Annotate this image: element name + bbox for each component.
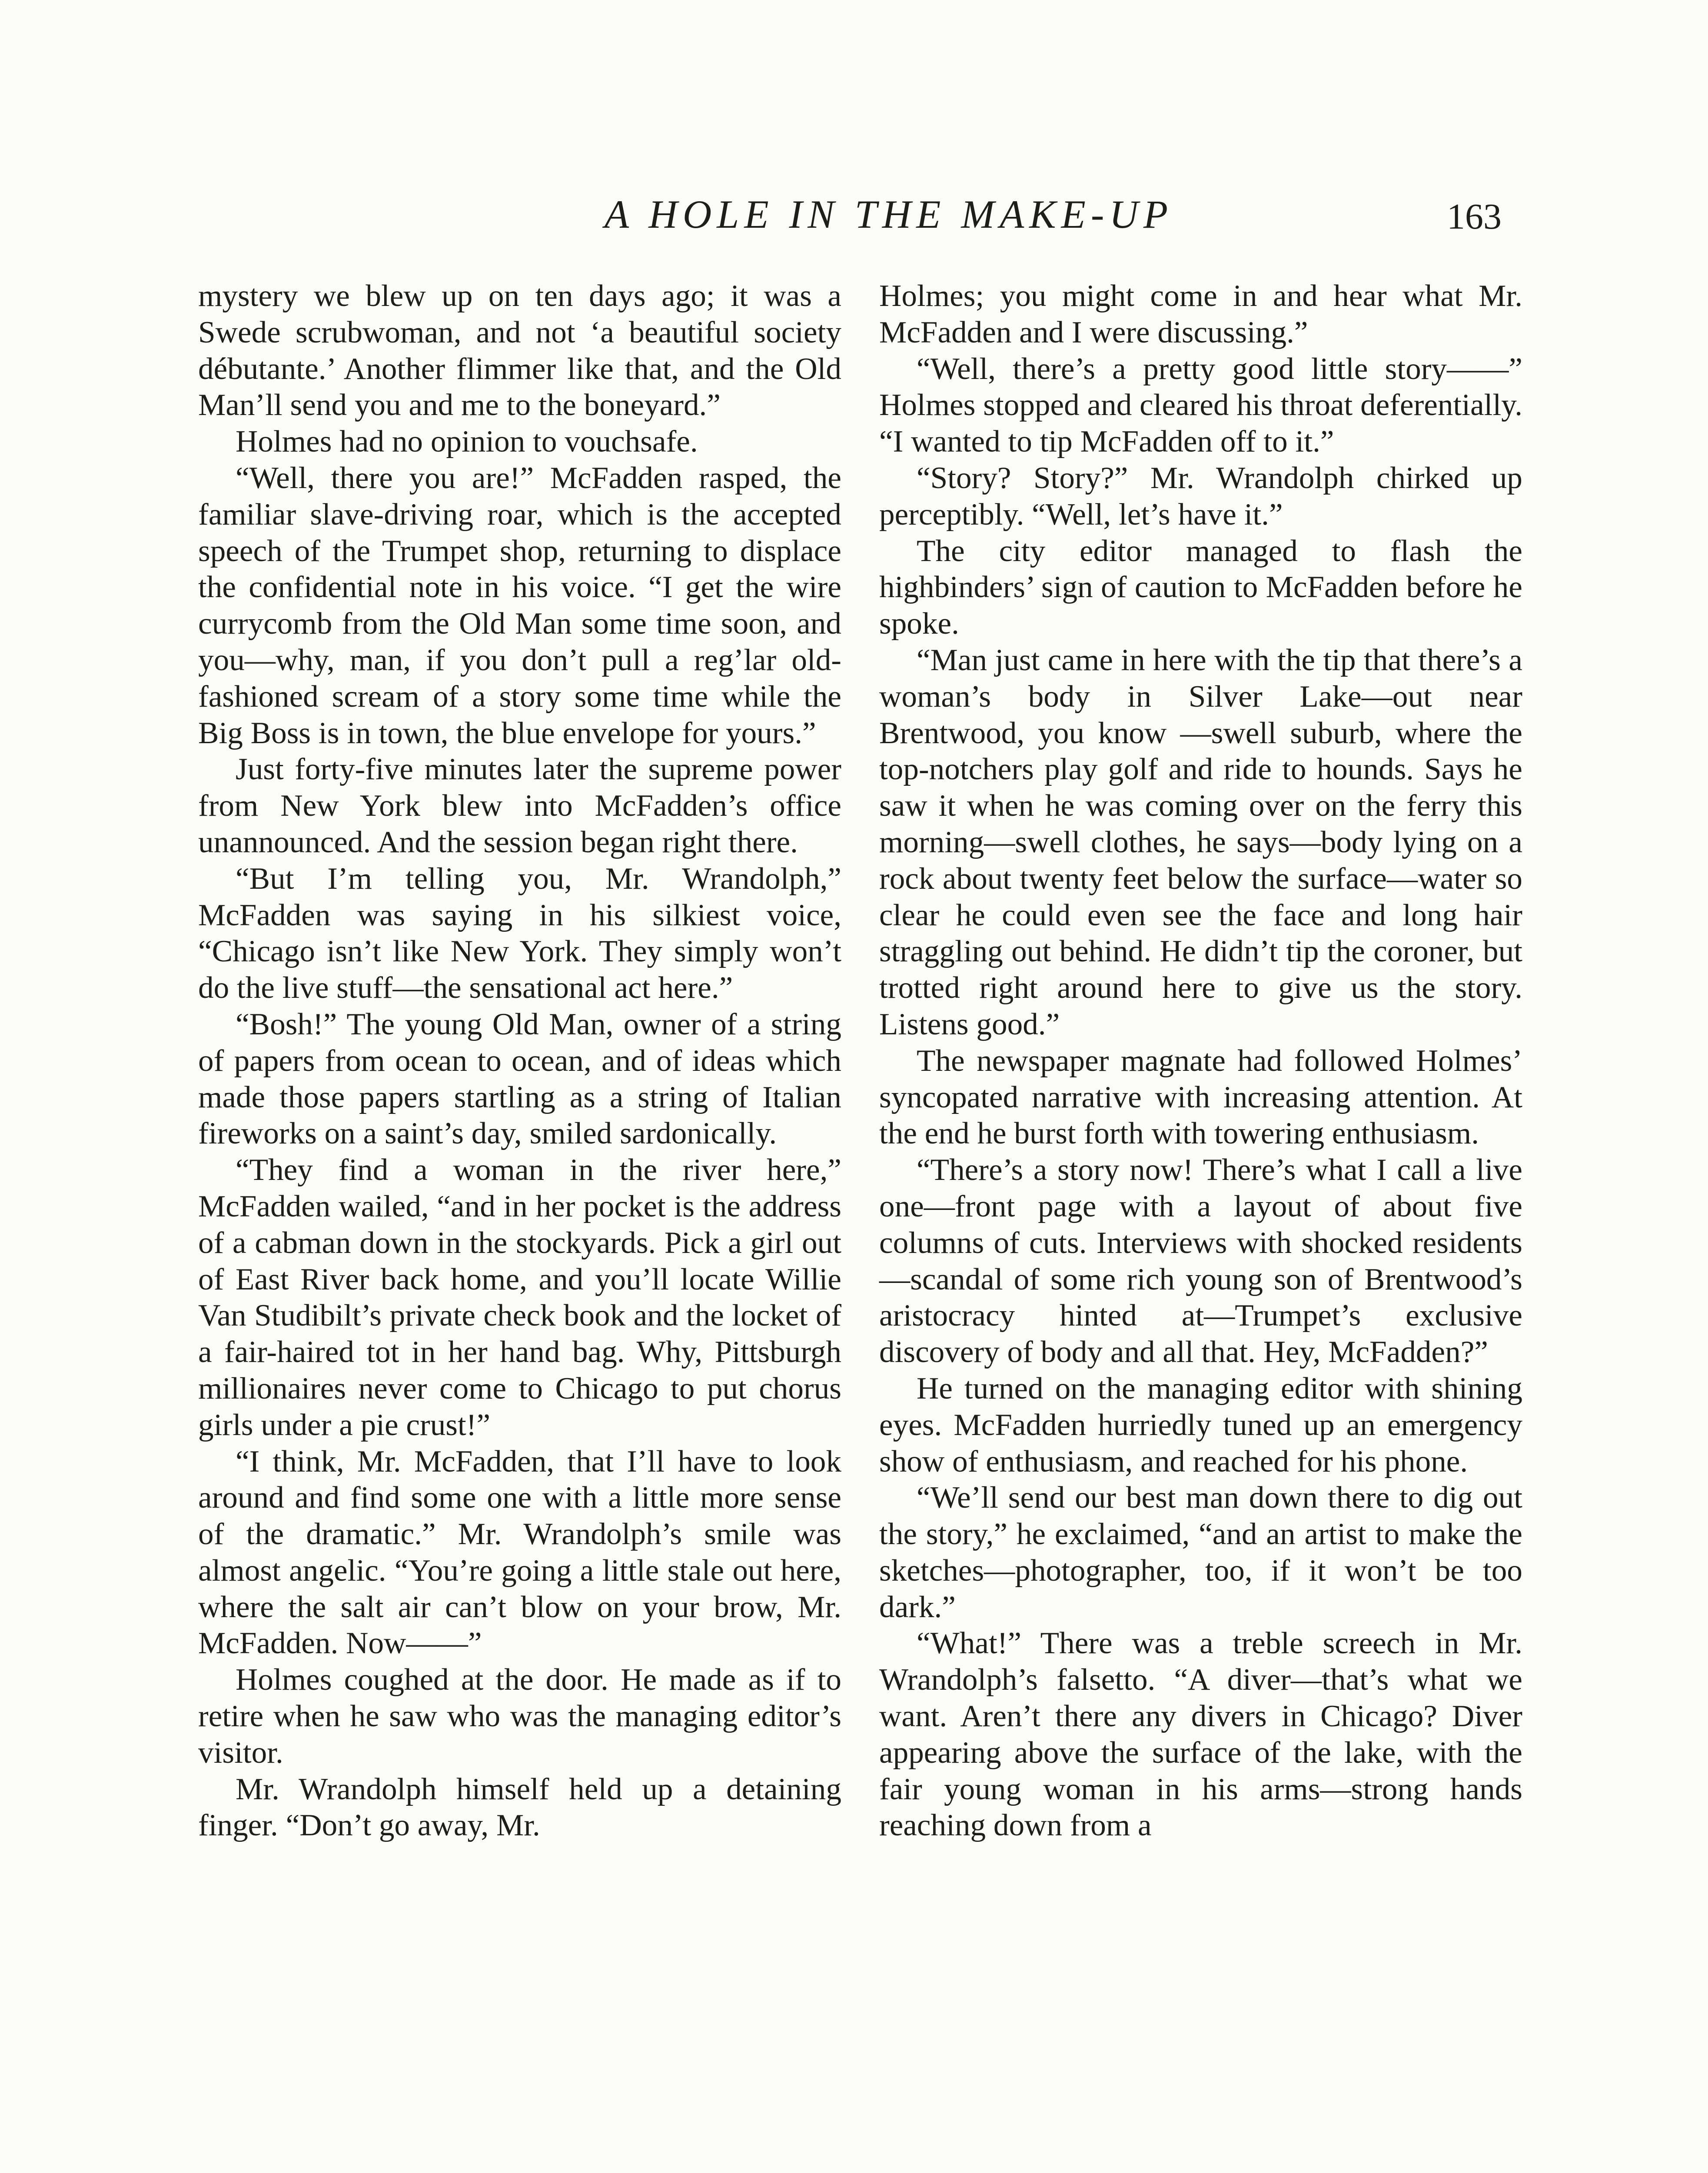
page-header: [0, 191, 1708, 248]
paragraph: Holmes coughed at the door. He made as if to retire when he saw who was the managing editor’s visitor.: [198, 1663, 841, 1770]
right-column: [879, 278, 1522, 1844]
paragraph: “Story? Story?” Mr. Wrandolph chirked up perceptibly. “Well, let’s have it.”: [879, 461, 1522, 532]
paragraph: “They find a woman in the river here,” McFadden wailed, “and in her pocket is the address of a cabman down in the stockyards. Pick a girl out of East River back home, and you’ll locate Willie Van Studibilt’s private check book and the locket of a fair-haired tot in her hand bag. Why, Pittsburgh millionaires never come to Chicago to put chorus girls under a pie crust!”: [198, 1153, 841, 1442]
paragraph: Holmes; you might come in and hear what Mr. McFadden and I were discussing.”: [879, 279, 1522, 349]
paragraph: Just forty-five minutes later the supreme power from New York blew into McFadden’s office unannounced. And the session began right there.: [198, 752, 841, 859]
paragraph: “But I’m telling you, Mr. Wrandolph,” McFadden was saying in his silkiest voice, “Chicago isn’t like New York. They simply won’t do the live stuff—the sensational act here.”: [198, 861, 841, 1005]
paragraph: “There’s a story now! There’s what I call a live one—front page with a layout of about five columns of cuts. Interviews with shocked residents—scandal of some rich young son of Brentwood’s aristocracy hinted at—Trumpet’s exclusive discovery of body and all that. Hey, McFadden?”: [879, 1153, 1522, 1369]
paragraph: “Well, there’s a pretty good little story——” Holmes stopped and cleared his throat deferentially. “I wanted to tip McFadden off to it.”: [879, 352, 1522, 459]
page-number: 163: [1447, 196, 1502, 237]
paragraph: He turned on the managing editor with shining eyes. McFadden hurriedly tuned up an emergency show of enthusiasm, and reached for his phone.: [879, 1371, 1522, 1479]
paragraph: The newspaper magnate had followed Holmes’ syncopated narrative with increasing attention. At the end he burst forth with towering enthusiasm.: [879, 1043, 1522, 1151]
paragraph: “We’ll send our best man down there to dig out the story,” he exclaimed, “and an artist to make the sketches—photographer, too, if it won’t be too dark.”: [879, 1481, 1522, 1624]
paragraph: “Man just came in here with the tip that there’s a woman’s body in Silver Lake—out near Brentwood, you know —swell suburb, where the top-notchers play golf and ride to hounds. Says he saw it when he was coming over on the ferry this morning—swell clothes, he says—body lying on a rock about twenty feet below the surface—water so clear he could even see the face and long hair straggling out behind. He didn’t tip the coroner, but trotted right around here to give us the story. Listens good.”: [879, 643, 1522, 1041]
running-title: A HOLE IN THE MAKE-UP: [604, 192, 1173, 236]
paragraph: “Well, there you are!” McFadden rasped, the familiar slave-driving roar, which is the accepted speech of the Trumpet shop, returning to displace the confidential note in his voice. “I get the wire currycomb from the Old Man some time soon, and you—why, man, if you don’t pull a reg’lar old-fashioned scream of a story some time while the Big Boss is in town, the blue envelope for yours.”: [198, 461, 841, 750]
paragraph: “What!” There was a treble screech in Mr. Wrandolph’s falsetto. “A diver—that’s what we want. Aren’t there any divers in Chicago? Diver appearing above the surface of the lake, with the fair young woman in his arms—strong hands reaching down from a: [879, 1626, 1522, 1843]
paragraph: “I think, Mr. McFadden, that I’ll have to look around and find some one with a little more sense of the dramatic.” Mr. Wrandolph’s smile was almost angelic. “You’re going a little stale out here, where the salt air can’t blow on your brow, Mr. McFadden. Now——”: [198, 1444, 841, 1661]
paragraph: Mr. Wrandolph himself held up a detaining finger. “Don’t go away, Mr.: [198, 1772, 841, 1843]
paragraph: mystery we blew up on ten days ago; it was a Swede scrubwoman, and not ‘a beautiful society débutante.’ Another flimmer like that, and the Old Man’ll send you and me to the boneyard.”: [198, 279, 841, 422]
left-column: [198, 278, 841, 1844]
paragraph: “Bosh!” The young Old Man, owner of a string of papers from ocean to ocean, and of ideas which made those papers startling as a string of Italian fireworks on a saint’s day, smiled sardonically.: [198, 1007, 841, 1151]
paragraph: Holmes had no opinion to vouchsafe.: [236, 425, 698, 459]
paragraph: The city editor managed to flash the highbinders’ sign of caution to McFadden before he spoke.: [879, 534, 1522, 641]
